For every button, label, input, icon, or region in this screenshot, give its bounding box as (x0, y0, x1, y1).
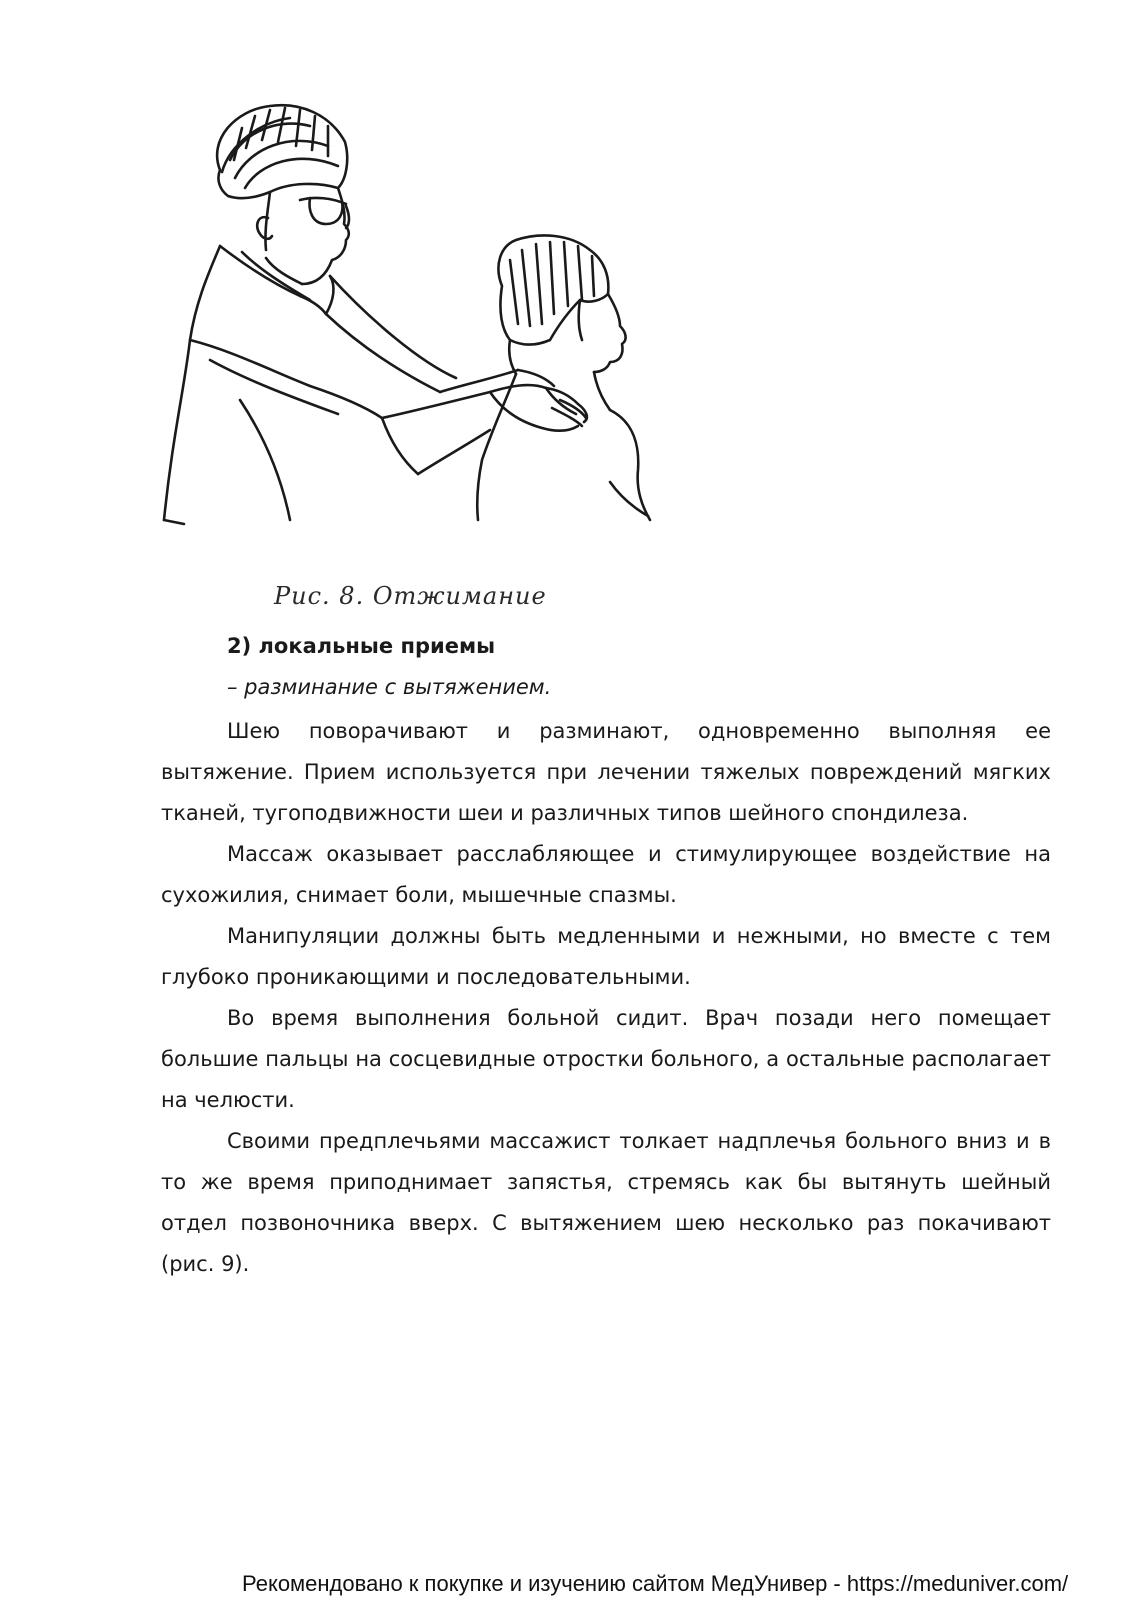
footer-recommendation: Рекомендовано к покупке и изучению сайтом МедУнивер - https://meduniver.com/ (242, 1571, 1069, 1596)
body-text (161, 711, 1051, 1285)
section-heading: 2) локальные приемы (227, 634, 496, 658)
paragraph: Во время выполнения больной сидит. Врач позади него помещает большие пальцы на сосцевидные отростки больного, а остальные располагает на челюсти. (161, 1006, 1051, 1112)
massage-illustration (150, 100, 690, 540)
figure-caption: Рис. 8. Отжимание (274, 582, 547, 610)
section-subheading: – разминание с вытяжением. (227, 675, 552, 699)
paragraph: Массаж оказывает расслабляющее и стимулирующее воздействие на сухожилия, снимает боли, мышечные спазмы. (161, 842, 1051, 907)
massage-illustration-icon (150, 100, 690, 540)
paragraph: Своими предплечьями массажист толкает надплечья больного вниз и в то же время приподнимает запястья, стремясь как бы вытянуть шейный отдел позвоночника вверх. С вытяжением шею несколько раз покачивают (рис. 9). (161, 1129, 1051, 1276)
paragraph: Манипуляции должны быть медленными и нежными, но вместе с тем глубоко проникающими и последовательными. (161, 924, 1051, 989)
paragraph: Шею поворачивают и разминают, одновременно выполняя ее вытяжение. Прием используется при лечении тяжелых повреждений мягких тканей, тугоподвижности шеи и различных типов шейного спондилеза. (161, 719, 1051, 825)
